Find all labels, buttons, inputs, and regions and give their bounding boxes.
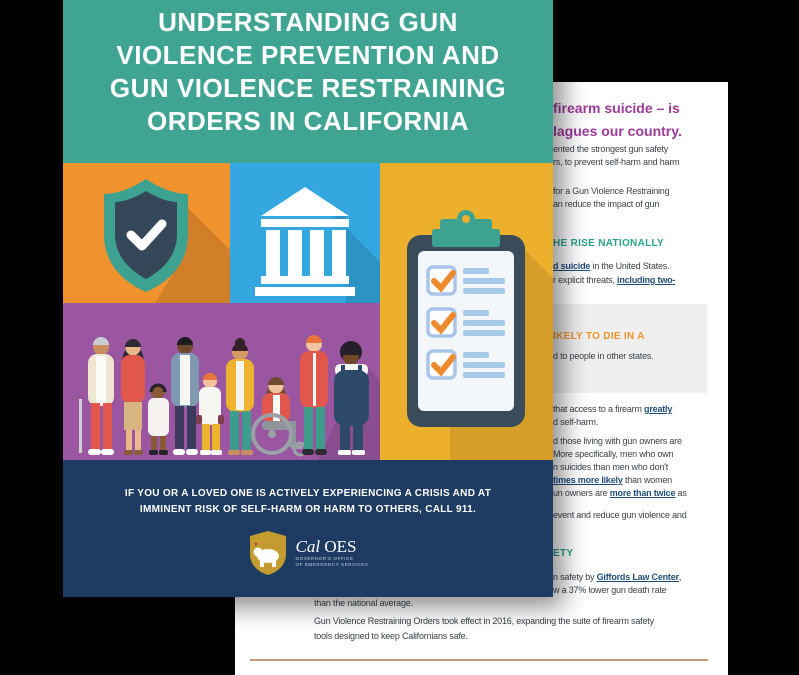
front-cover-page bbox=[63, 0, 553, 597]
clipboard-block bbox=[380, 163, 553, 460]
logo-org-line: GOVERNOR'S OFFICE bbox=[295, 556, 354, 561]
building-block bbox=[230, 163, 380, 303]
person-black-man bbox=[171, 337, 199, 455]
back-text-line: event and reduce gun violence and bbox=[553, 510, 687, 520]
giffords-law-center-link[interactable]: Giffords Law Center bbox=[596, 572, 679, 582]
logo-cal: Cal bbox=[295, 537, 321, 556]
person-man-red-jacket bbox=[300, 335, 328, 455]
crisis-banner bbox=[63, 460, 553, 597]
cover-title-line: ORDERS IN CALIFORNIA bbox=[147, 106, 469, 136]
footer-divider bbox=[250, 659, 708, 661]
shield-block bbox=[63, 163, 230, 303]
person-woman-black-hair bbox=[121, 339, 145, 455]
caloes-shield-icon bbox=[248, 530, 288, 576]
person-boy bbox=[196, 373, 224, 455]
times-more-likely-link[interactable]: times more likely bbox=[553, 475, 623, 485]
including-two-link[interactable]: including two- bbox=[617, 275, 676, 285]
text-span: n safety by bbox=[553, 572, 597, 582]
section-heading: ETY bbox=[553, 548, 574, 559]
crisis-text-line: IF YOU OR A LOVED ONE IS ACTIVELY EXPERIENCING A CRISIS AND AT bbox=[124, 488, 492, 499]
suicide-link[interactable]: d suicide bbox=[553, 261, 591, 271]
logo-org-line: OF EMERGENCY SERVICES bbox=[295, 562, 369, 567]
back-text-line: for a Gun Violence Restraining bbox=[553, 186, 670, 196]
back-heading-line: lagues our country. bbox=[553, 123, 682, 139]
back-text-line bbox=[553, 404, 672, 414]
back-text-line bbox=[553, 261, 669, 271]
text-span: in the United States. bbox=[590, 261, 670, 271]
back-text-line bbox=[553, 488, 687, 498]
person-girl bbox=[148, 384, 169, 456]
people-block bbox=[63, 303, 380, 460]
section-heading: HE RISE NATIONALLY bbox=[553, 238, 664, 249]
shield-check-icon bbox=[63, 163, 230, 303]
cover-title-line: GUN VIOLENCE RESTRAINING bbox=[109, 73, 507, 103]
cover-title-line: UNDERSTANDING GUN bbox=[158, 7, 458, 37]
back-text-line: tools designed to keep Californians safe. bbox=[314, 631, 468, 641]
text-span: as bbox=[675, 488, 687, 498]
text-span: r explicit threats, bbox=[553, 275, 618, 285]
government-building-icon bbox=[230, 163, 380, 303]
back-text-line: More specifically, men who own bbox=[553, 449, 674, 459]
clipboard-checklist-icon bbox=[380, 163, 553, 460]
back-text-line: than the national average. bbox=[314, 598, 413, 608]
greatly-link[interactable]: greatly bbox=[644, 404, 673, 414]
person-elderly-man bbox=[79, 337, 114, 455]
back-text-line: d self-harm. bbox=[553, 417, 599, 427]
back-text-line: d those living with gun owners are bbox=[553, 436, 682, 446]
logo-oes: OES bbox=[324, 537, 357, 556]
back-text-line: ented the strongest gun safety bbox=[553, 144, 669, 154]
illustration-grid bbox=[63, 163, 553, 460]
callout-heading: IKELY TO DIE IN A bbox=[553, 331, 645, 342]
back-text-line: an reduce the impact of gun bbox=[553, 199, 660, 209]
text-span: than women bbox=[622, 475, 672, 485]
text-span: that access to a firearm bbox=[553, 404, 645, 414]
back-text-line: rs, to prevent self-harm and harm bbox=[553, 157, 680, 167]
caloes-logo-text bbox=[296, 538, 369, 568]
text-span: un owners are bbox=[553, 488, 610, 498]
crisis-text-line: IMMINENT RISK OF SELF-HARM OR HARM TO OTHERS, CALL 911. bbox=[139, 504, 477, 515]
cover-title-banner bbox=[63, 0, 553, 163]
caloes-wordmark bbox=[296, 538, 369, 556]
caloes-logo bbox=[63, 530, 553, 576]
back-text-line: w a 37% lower gun death rate bbox=[553, 585, 667, 595]
person-yellow-cardigan bbox=[226, 338, 254, 455]
person-woman-wheelchair bbox=[253, 377, 306, 455]
back-text-line: Gun Violence Restraining Orders took effect in 2016, expanding the suite of firearm safety bbox=[314, 616, 654, 626]
diverse-people-illustration bbox=[63, 303, 380, 460]
back-heading-line: firearm suicide – is bbox=[553, 100, 680, 116]
text-span: , bbox=[678, 572, 682, 582]
more-than-twice-link[interactable]: more than twice bbox=[609, 488, 676, 498]
back-text-line bbox=[553, 275, 675, 285]
callout-text: d to people in other states. bbox=[553, 351, 654, 361]
back-text-line bbox=[553, 572, 681, 582]
back-text-line: n suicides than men who don't bbox=[553, 462, 668, 472]
cover-title-line: VIOLENCE PREVENTION AND bbox=[116, 40, 500, 70]
back-text-line bbox=[553, 475, 672, 485]
